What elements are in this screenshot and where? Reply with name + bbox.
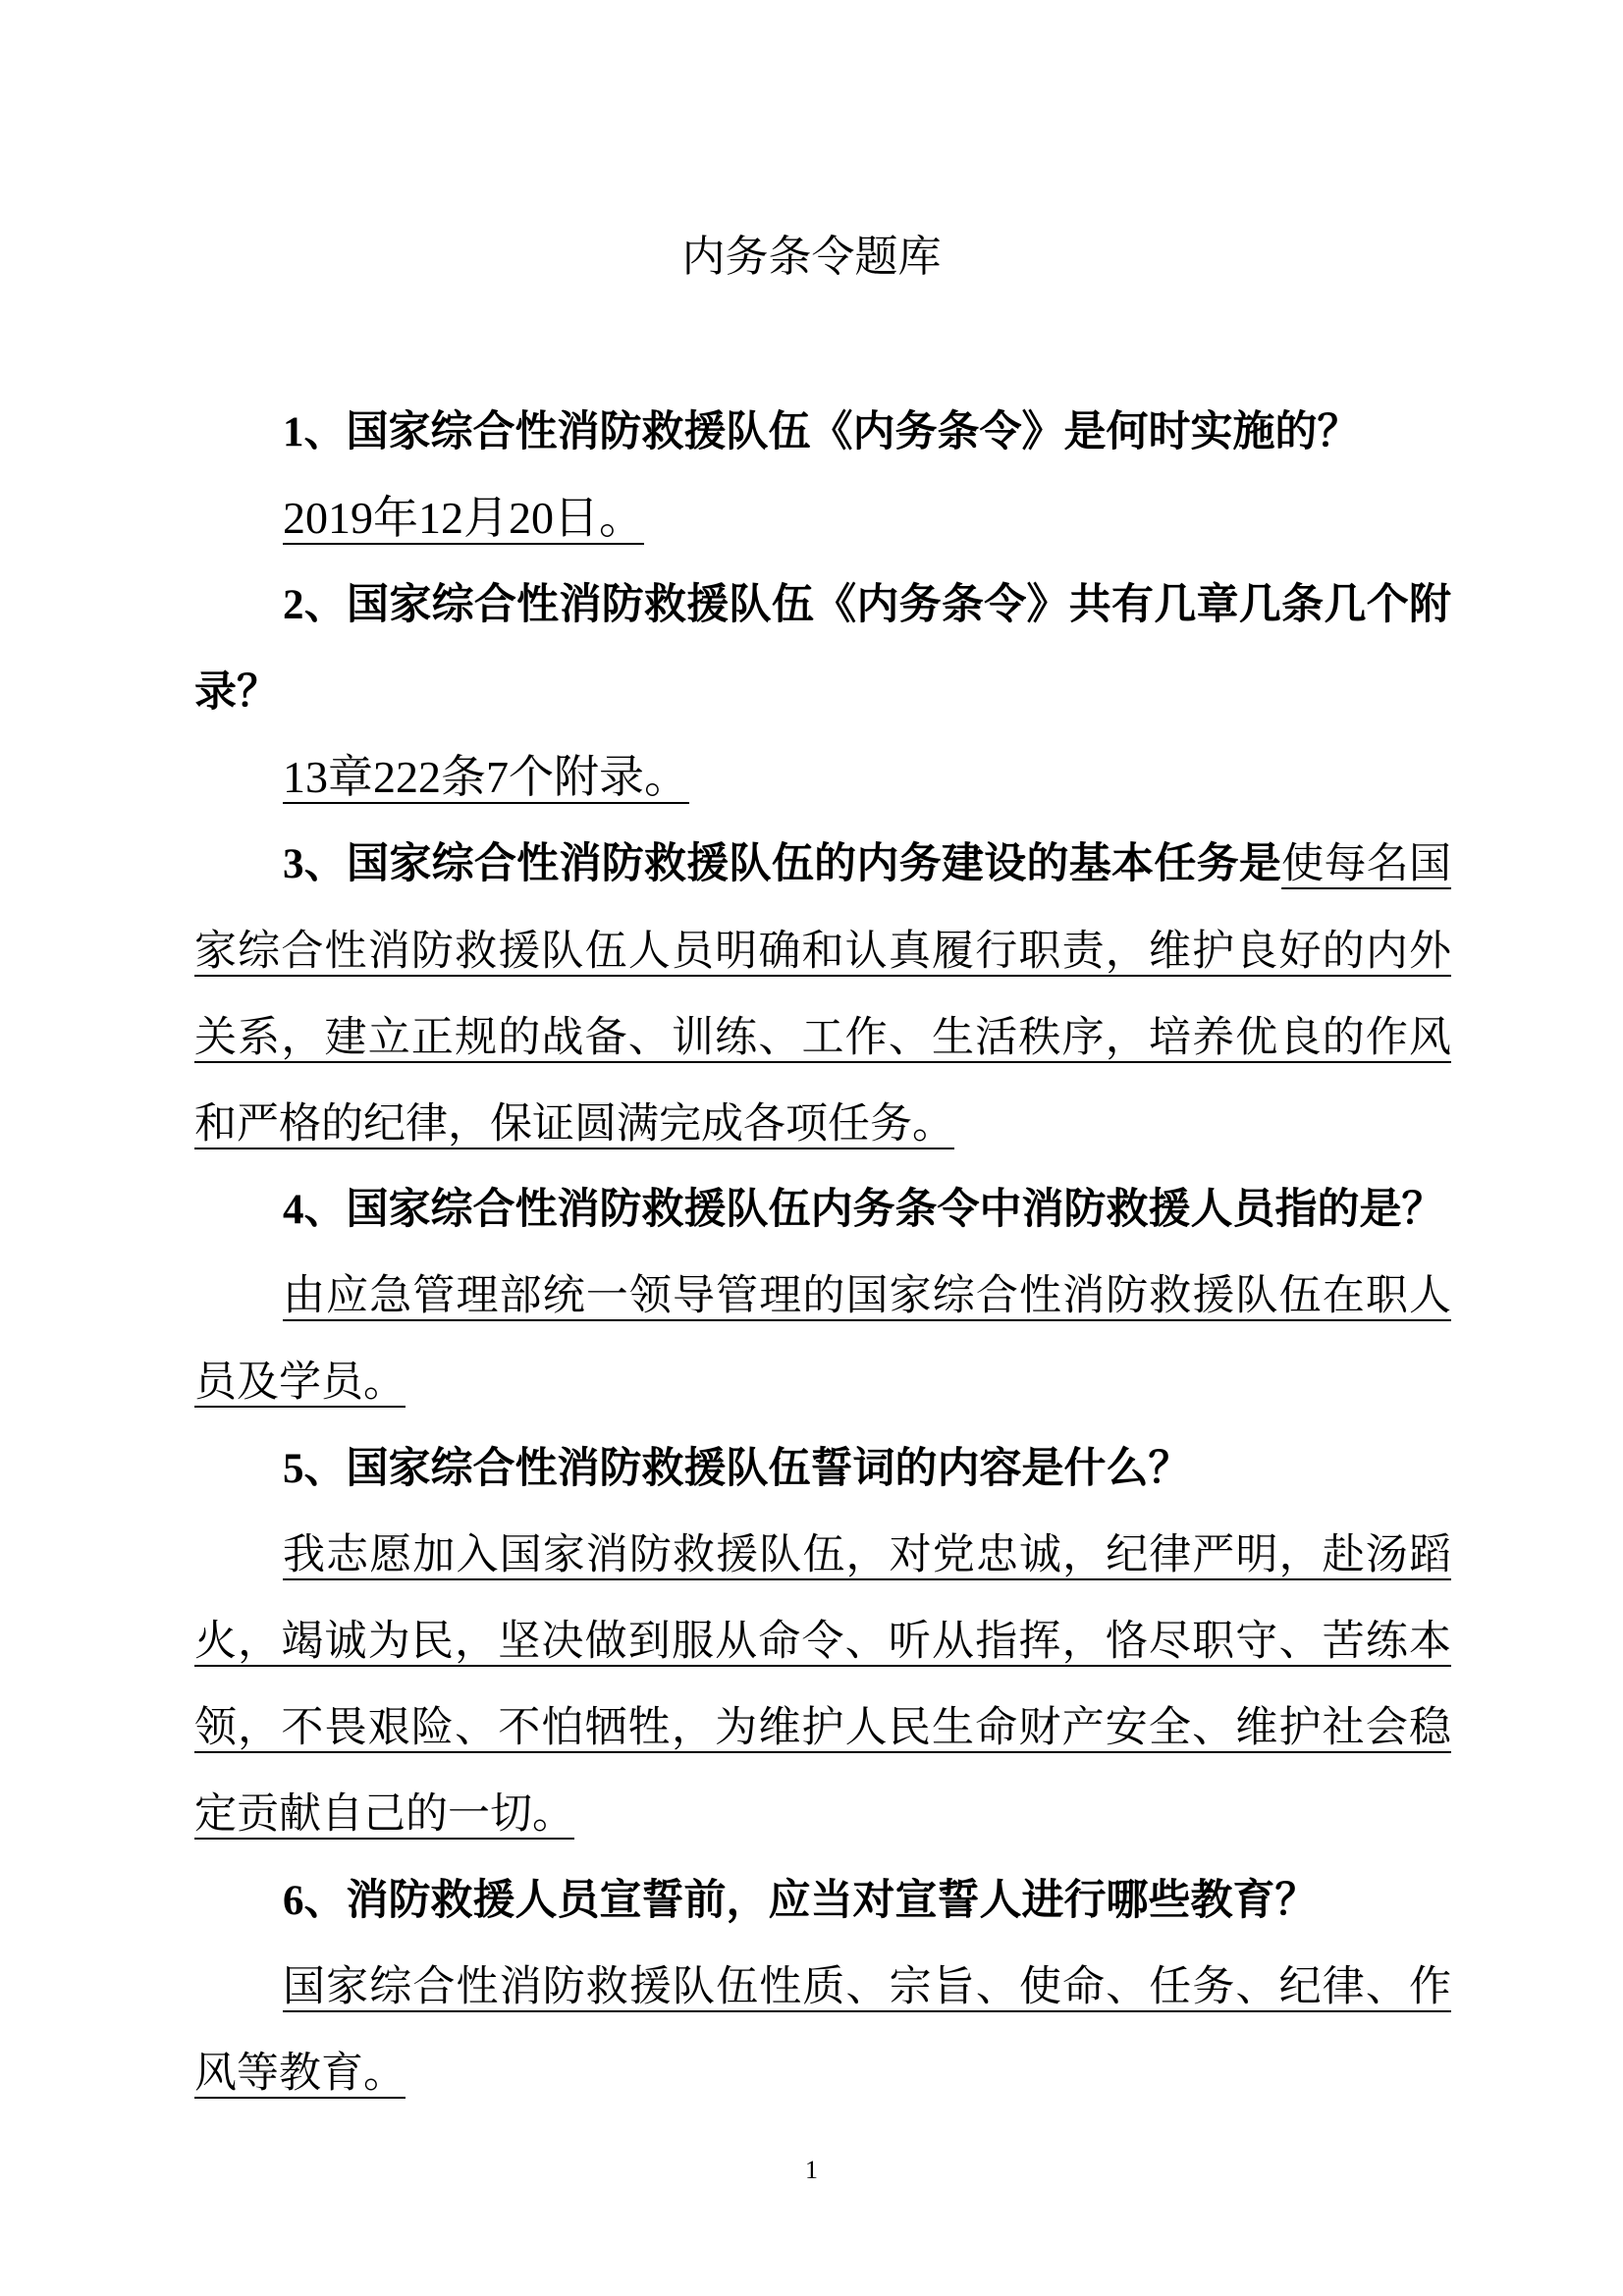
answer-3: 使每名国家综合性消防救援队伍人员明确和认真履行职责，维护良好的内外关系，建立正规的战备、训练、工作、生活秩序，培养优良的作风和严格的纪律，保证圆满完成各项任务。 <box>194 839 1452 1148</box>
answer-text: 国家综合性消防救援队伍性质、宗旨、使命、任务、纪律、作风等教育。 <box>194 1962 1451 2098</box>
question-number: 6 <box>283 1878 304 1924</box>
question-number: 5 <box>283 1446 304 1492</box>
answer-5 <box>194 1512 1451 1857</box>
question-number: 4 <box>283 1187 304 1233</box>
question-text: 、国家综合性消防救援队伍誓词的内容是什么？ <box>303 1444 1191 1493</box>
question-text: 、国家综合性消防救援队伍的内务建设的基本任务是 <box>303 839 1282 888</box>
question-3 <box>194 821 1451 1167</box>
answer-1 <box>194 475 1451 561</box>
question-4 <box>194 1166 1451 1254</box>
question-number: 3 <box>283 841 304 887</box>
answer-text: 2019年12月20日。 <box>283 493 644 543</box>
question-text: 、国家综合性消防救援队伍内务条令中消防救援人员指的是？ <box>303 1185 1444 1234</box>
answer-2 <box>194 734 1451 821</box>
question-1 <box>194 389 1451 476</box>
answer-6 <box>194 1944 1451 2116</box>
question-5 <box>194 1425 1451 1513</box>
question-6 <box>194 1857 1451 1945</box>
answer-text: 13章222条7个附录。 <box>283 752 689 802</box>
question-text: 、国家综合性消防救援队伍《内务条令》是何时实施的？ <box>303 407 1360 456</box>
question-text: 、消防救援人员宣誓前，应当对宣誓人进行哪些教育？ <box>303 1876 1318 1925</box>
answer-4 <box>194 1253 1451 1425</box>
document-title: 内务条令题库 <box>681 232 942 282</box>
question-number: 2 <box>283 582 304 628</box>
answer-text: 由应急管理部统一领导管理的国家综合性消防救援队伍在职人员及学员。 <box>194 1271 1451 1407</box>
page-number: 1 <box>805 2156 818 2184</box>
answer-text: 我志愿加入国家消防救援队伍，对党忠诚，纪律严明，赴汤蹈火，竭诚为民，坚决做到服从命令、听从指挥，恪尽职守、苦练本领，不畏艰险、不怕牺牲，为维护人民生命财产安全、维护社会稳定贡献自己的一切。 <box>194 1530 1451 1839</box>
question-text: 、国家综合性消防救援队伍《内务条令》共有几章几条几个附录？ <box>194 580 1451 717</box>
question-number: 1 <box>283 409 304 455</box>
question-2 <box>194 561 1451 735</box>
